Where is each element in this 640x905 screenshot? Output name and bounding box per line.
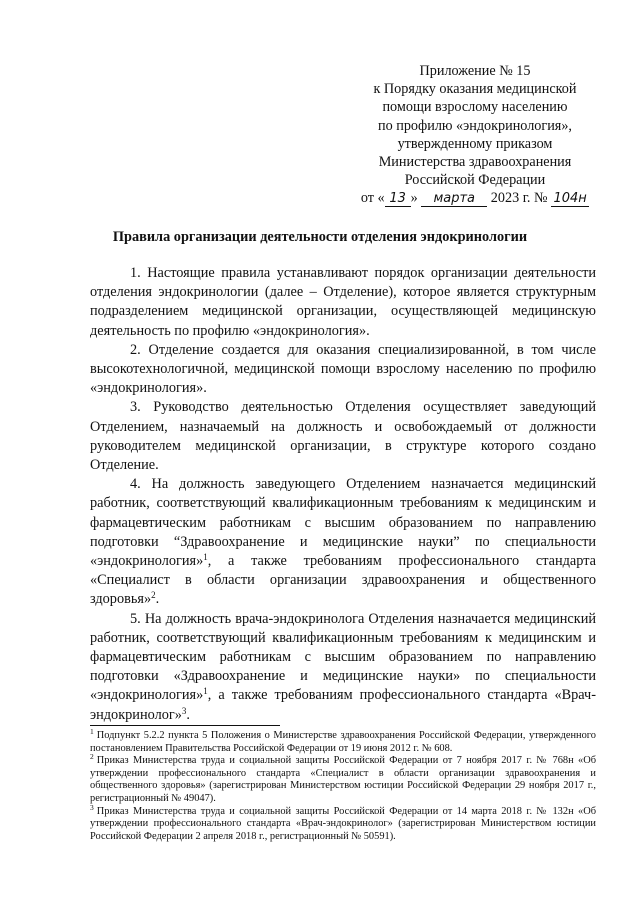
appendix-line: утвержденному приказом xyxy=(397,135,553,152)
footnote-text: Приказ Министерства труда и социальной защиты Российской Федерации от 7 ноября 2017 г. № 768н «Об утверждении профессионального стандарта «Специалист в области организации здравоохранения и общественного здоровья» (зарегистрирован Министерством юстиции Российской Федерации 29 ноября 2017 г., регистрационный № 49047). xyxy=(90,755,596,804)
footnote-ref[interactable]: 1 xyxy=(203,552,208,563)
footnote-text: Подпункт 5.2.2 пункта 5 Положения о Министерстве здравоохранения Российской Федерации, утвержденного постановлением Правительства Российской Федерации от 19 июня 2012 г. № 608. xyxy=(90,730,596,754)
paragraph-5 xyxy=(90,610,596,725)
document-title: Правила организации деятельности отделения эндокринологии xyxy=(112,229,528,245)
footnote-1 xyxy=(90,727,596,755)
paragraph-5-text-b: , а также требованиям профессионального стандарта «Врач-эндокринолог» xyxy=(90,687,596,723)
footnote-2 xyxy=(90,752,596,805)
paragraph-5-text-a: 5. На должность врача-эндокринолога Отделения назначается медицинский работник, соответствующий квалификационным требованиям к медицинским и фармацевтическим работникам с высшим образованием по направлению подготовки «Здравоохранение и медицинские науки» по специальности «эндокринология» xyxy=(90,610,596,704)
paragraph-1: 1. Настоящие правила устанавливают порядок организации деятельности отделения эндокринологии (далее – Отделение), которое является структурным подразделением медицинской организации, осуществляющей медицинскую деятельность по профилю «эндокринология». xyxy=(90,265,596,339)
document-body xyxy=(90,264,596,725)
appendix-header xyxy=(340,62,610,208)
appendix-line: по профилю «эндокринология», xyxy=(378,117,572,134)
footnote-3 xyxy=(90,802,596,844)
footnote-number: 3 xyxy=(90,802,94,812)
footnote-text: Приказ Министерства труда и социальной защиты Российской Федерации от 14 марта 2018 г. № 132н «Об утверждении профессионального стандарта «Врач-эндокринолог» (зарегистрирован Министерством юстиции Российской Федерации 2 апреля 2018 г., регистрационный № 50591). xyxy=(90,805,596,842)
order-year: 2023 г. № xyxy=(490,190,548,207)
paragraph-5-text-c: . xyxy=(186,706,190,723)
date-prefix: от « xyxy=(360,190,385,207)
paragraph-3: 3. Руководство деятельностью Отделения осуществляет заведующий Отделением, назначаемый на должность и освобождаемый от должности руководителем медицинской организации, в структуре которого создано Отделение. xyxy=(90,399,596,474)
footnote-ref[interactable]: 2 xyxy=(151,590,156,601)
footnote-divider xyxy=(90,725,280,726)
appendix-line: Приложение № 15 xyxy=(419,63,531,79)
date-close: » xyxy=(410,190,418,207)
appendix-line: Министерства здравоохранения xyxy=(378,154,572,171)
paragraph-2: 2. Отделение создается для оказания специализированной, в том числе высокотехнологичной, медицинской помощи взрослому населению по профилю «эндокринология». xyxy=(90,341,596,397)
paragraph-4-text-c: . xyxy=(155,591,160,608)
handwritten-day: 13 xyxy=(385,192,411,207)
paragraph-4-text-b: , а также требованиям профессионального стандарта «Специалист в области организации здравоохранения и общественного здоровья» xyxy=(90,553,596,608)
paragraph-4-text-a: 4. На должность заведующего Отделением назначается медицинский работник, соответствующий квалификационным требованиям к медицинским и фармацевтическим работникам с высшим образованием по направлению подготовки “Здравоохранение и медицинские науки” по специальности «эндокринология» xyxy=(90,476,596,570)
footnote-ref[interactable]: 3 xyxy=(181,705,187,716)
handwritten-month: марта xyxy=(421,192,487,207)
handwritten-order-number: 104н xyxy=(551,192,589,207)
footnote-number: 1 xyxy=(90,727,94,736)
footnotes xyxy=(90,727,596,843)
appendix-line: к Порядку оказания медицинской xyxy=(373,81,577,98)
appendix-line: Российской Федерации xyxy=(404,172,546,189)
footnote-ref[interactable]: 1 xyxy=(203,686,208,697)
footnote-number: 2 xyxy=(90,752,94,762)
order-date-line xyxy=(340,189,610,207)
appendix-line: помощи взрослому населению xyxy=(382,99,568,116)
paragraph-4 xyxy=(90,475,596,609)
